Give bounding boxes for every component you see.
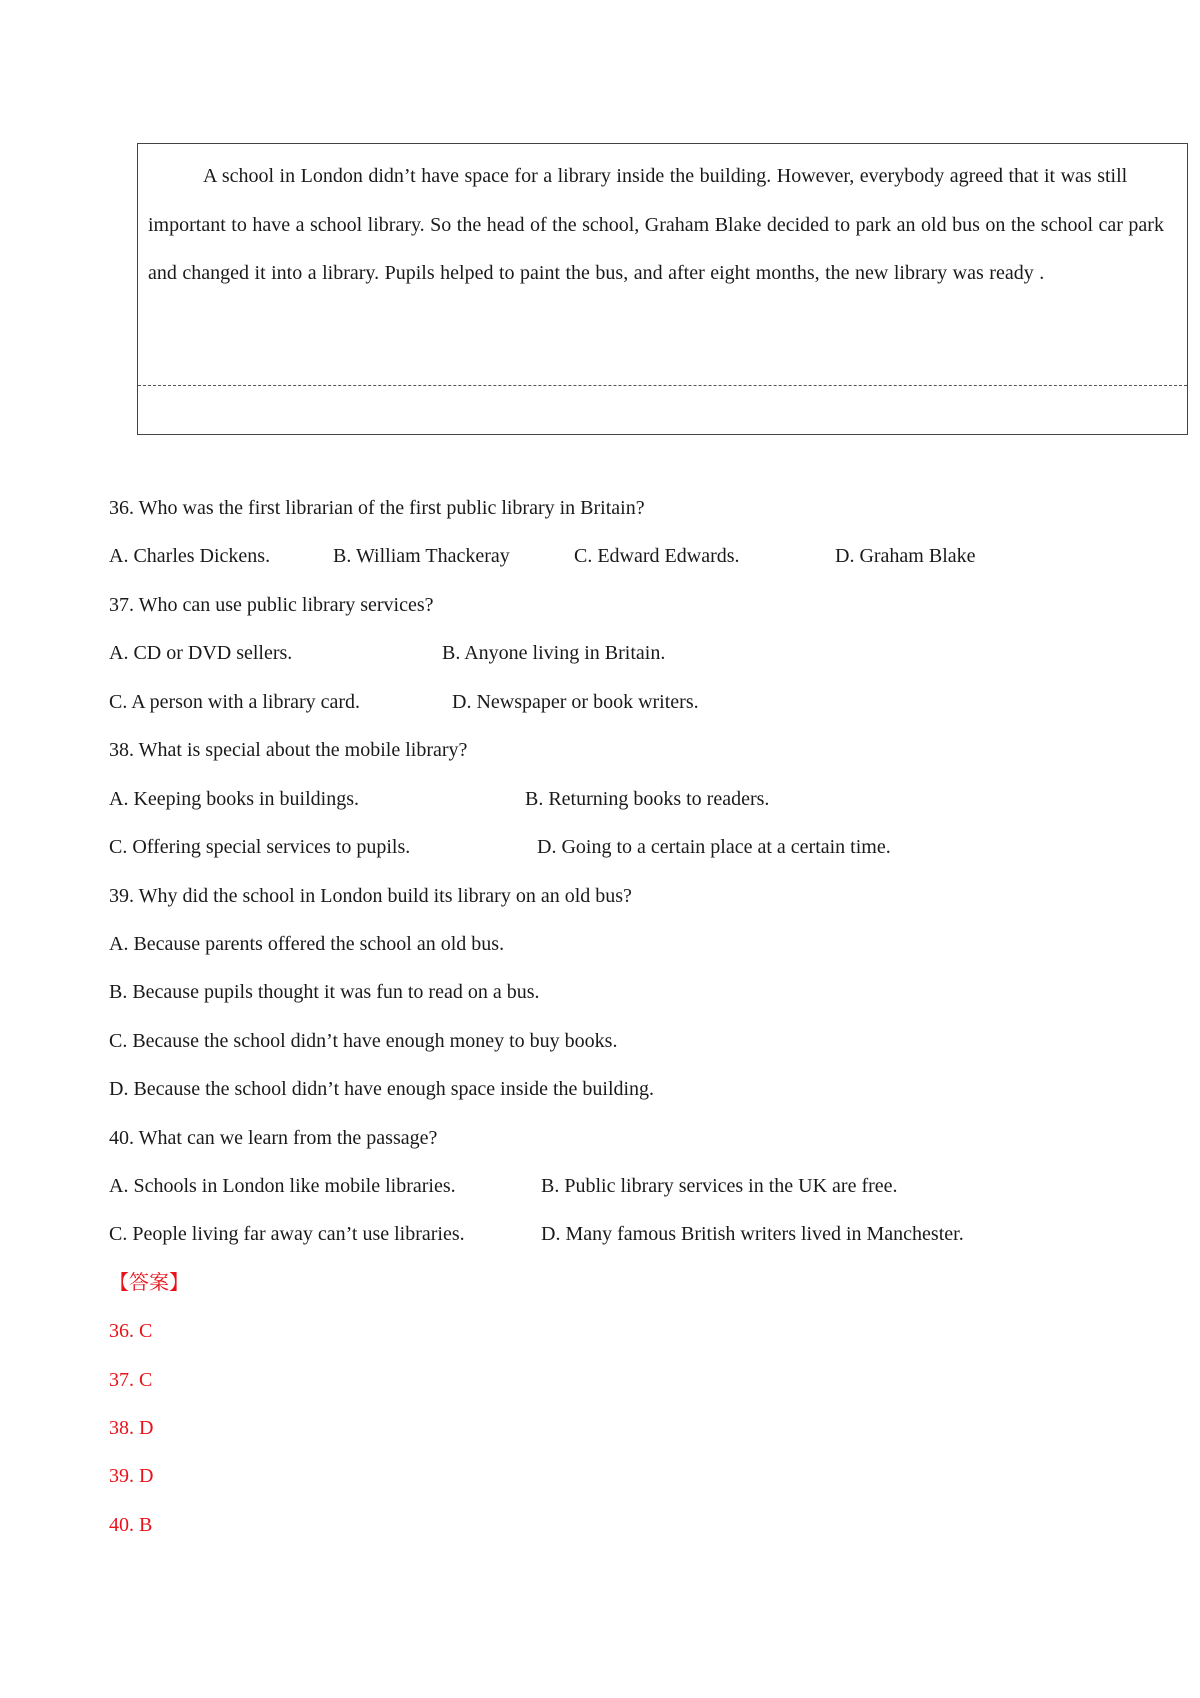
question-36-option-b: B. William Thackeray [333,545,510,567]
question-40-option-d: D. Many famous British writers lived in Manchester. [541,1223,964,1245]
answer-40: 40. B [109,1514,153,1536]
question-40-option-a: A. Schools in London like mobile libraries. [109,1175,456,1197]
question-37-option-b: B. Anyone living in Britain. [442,642,666,664]
question-37-option-c: C. A person with a library card. [109,691,361,713]
question-39-option-a: A. Because parents offered the school an old bus. [109,933,505,955]
question-40-stem: 40. What can we learn from the passage? [109,1127,438,1149]
passage-text: A school in London didn’t have space for a library inside the building. However, everybody agreed that it was still important to have a school library. So the head of the school, Graham Blake decided to park an old bus on the school car park and changed it into a library. Pupils helped to paint the bus, and after eight months, the new library was ready . [148,165,1164,284]
question-39-option-c: C. Because the school didn’t have enough money to buy books. [109,1030,618,1052]
question-39-stem: 39. Why did the school in London build its library on an old bus? [109,885,632,907]
answer-36: 36. C [109,1320,153,1342]
question-38-option-b: B. Returning books to readers. [525,788,770,810]
question-36-stem: 36. Who was the first librarian of the first public library in Britain? [109,497,645,519]
question-39-option-b: B. Because pupils thought it was fun to read on a bus. [109,981,540,1003]
answer-37: 37. C [109,1369,153,1391]
question-37-stem: 37. Who can use public library services? [109,594,434,616]
question-36-option-a: A. Charles Dickens. [109,545,271,567]
answer-38: 38. D [109,1417,154,1439]
question-40-option-c: C. People living far away can’t use libraries. [109,1223,465,1245]
question-37-option-a: A. CD or DVD sellers. [109,642,293,664]
answer-39: 39. D [109,1465,154,1487]
question-38-option-a: A. Keeping books in buildings. [109,788,359,810]
question-36-option-d: D. Graham Blake [835,545,976,567]
question-36-option-c: C. Edward Edwards. [574,545,740,567]
question-39-option-d: D. Because the school didn’t have enough space inside the building. [109,1078,655,1100]
question-38-stem: 38. What is special about the mobile library? [109,739,468,761]
answer-heading: 【答案】 [109,1272,189,1294]
question-38-option-c: C. Offering special services to pupils. [109,836,411,858]
passage-box [137,143,1188,435]
question-37-option-d: D. Newspaper or book writers. [452,691,699,713]
question-38-option-d: D. Going to a certain place at a certain time. [537,836,891,858]
passage-divider [138,385,1187,386]
question-40-option-b: B. Public library services in the UK are free. [541,1175,898,1197]
